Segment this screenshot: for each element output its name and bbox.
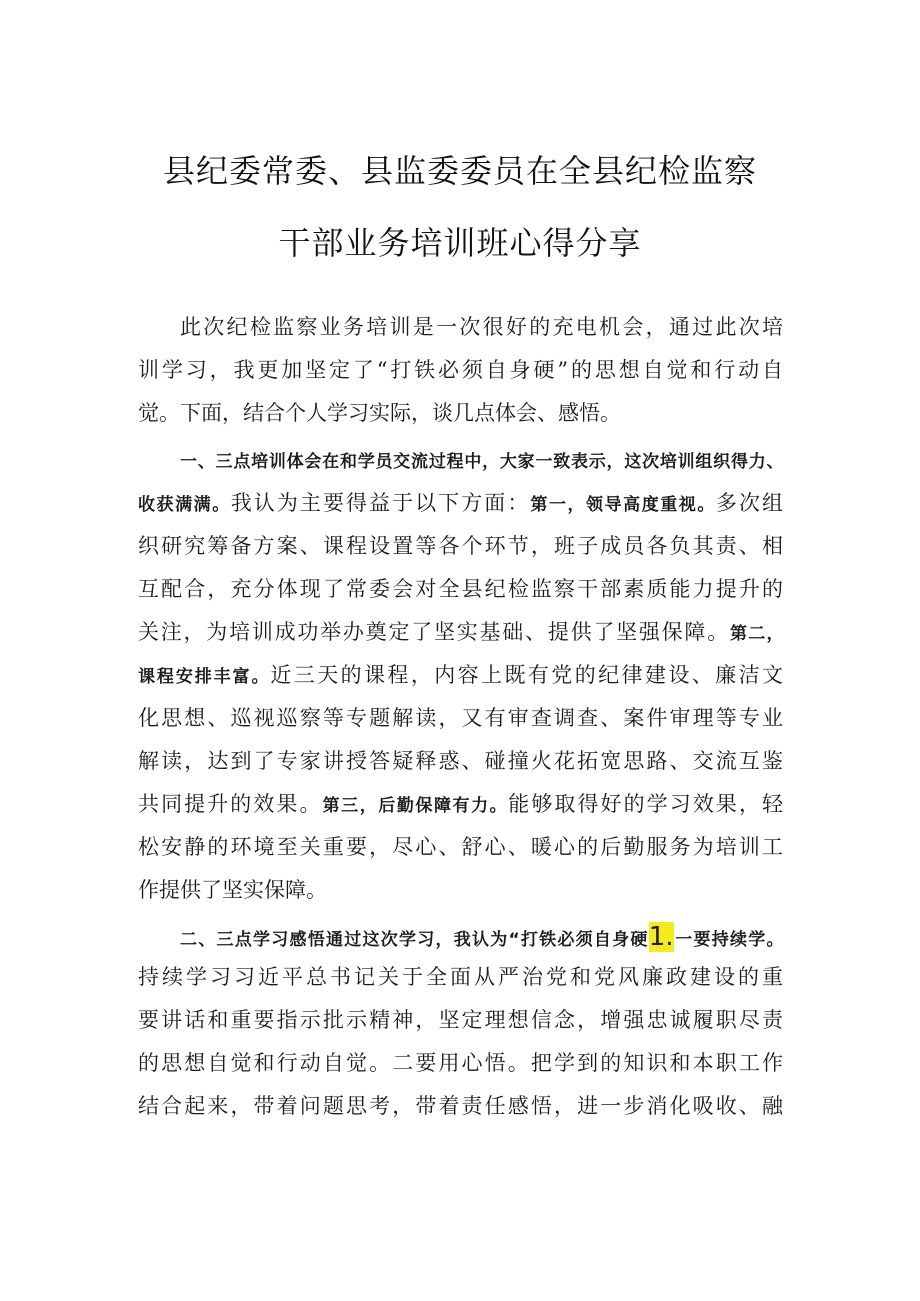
paragraph-2-line-7: 化思想、巡视巡察等专题解读，又有审查调查、案件审理等专业 (138, 706, 783, 730)
bold-phrase: 课程安排丰富。 (138, 667, 271, 687)
paragraph-2-line-4: 互配合，充分体现了常委会对全县纪检监察干部素质能力提升的 (138, 577, 783, 601)
bold-phrase: 第一，领导高度重视。 (530, 495, 716, 515)
paragraph-2-line-6 (138, 660, 783, 692)
text-run: 我认为主要得益于以下方面： (230, 491, 531, 515)
paragraph-2-line-2 (138, 488, 783, 520)
title-line-1: 县纪委常委、县监委委员在全县纪检监察 (162, 152, 757, 190)
section-2-heading (180, 922, 783, 955)
bold-phrase: 第三，后勤保障有力。 (322, 796, 509, 816)
text-run: 共同提升的效果。 (138, 792, 323, 816)
highlighted-list-marker: 1. (648, 922, 674, 952)
paragraph-1-line-1: 此次纪检监察业务培训是一次很好的充电机会，通过此次培 (180, 315, 783, 339)
bold-phrase: 一要持续学。 (673, 930, 783, 950)
text-run: 多次组 (715, 491, 783, 515)
paragraph-1-line-2: 训学习，我更加坚定了“打铁必须自身硬”的思想自觉和行动自 (138, 358, 783, 382)
paragraph-3-line-4: 的思想自觉和行动自觉。二要用心悟。把学到的知识和本职工作 (138, 1051, 783, 1075)
paragraph-2-line-8: 解读，达到了专家讲授答疑释惑、碰撞火花拓宽思路、交流互鉴 (138, 749, 783, 773)
paragraph-2-line-11: 作提供了坚实保障。 (138, 878, 327, 902)
paragraph-2-line-10: 松安静的环境至关重要，尽心、舒心、暖心的后勤服务为培训工 (138, 835, 783, 859)
section-1-heading: 一、三点培训体会在和学员交流过程中，大家一致表示，这次培训组织得力、 (180, 452, 783, 472)
title-line-2: 干部业务培训班心得分享 (278, 224, 642, 262)
text-run: 近三天的课程，内容上既有党的纪律建设、廉洁文 (270, 663, 783, 687)
paragraph-2-line-9 (138, 789, 783, 821)
bold-phrase: 收获满满。 (138, 495, 231, 515)
paragraph-3-line-2: 持续学习习近平总书记关于全面从严治党和党风廉政建设的重 (138, 965, 783, 989)
bold-phrase: 二、三点学习感悟通过这次学习，我认为“打铁必须自身硬 (180, 930, 649, 950)
text-run: 关注，为培训成功举办奠定了坚实基础、提供了坚强保障。 (138, 620, 730, 644)
paragraph-3-line-5: 结合起来，带着问题思考，带着责任感悟，进一步消化吸收、融 (138, 1094, 783, 1118)
paragraph-2-line-5 (138, 617, 783, 649)
paragraph-3-line-3: 要讲话和重要指示批示精神，坚定理想信念，增强忠诚履职尽责 (138, 1008, 783, 1032)
paragraph-1-line-3: 觉。下面，结合个人学习实际，谈几点体会、感悟。 (138, 401, 621, 425)
paragraph-2-line-3: 织研究筹备方案、课程设置等各个环节，班子成员各负其责、相 (138, 534, 783, 558)
text-run: 能够取得好的学习效果，轻 (508, 792, 783, 816)
bold-phrase: 第二， (729, 624, 783, 644)
